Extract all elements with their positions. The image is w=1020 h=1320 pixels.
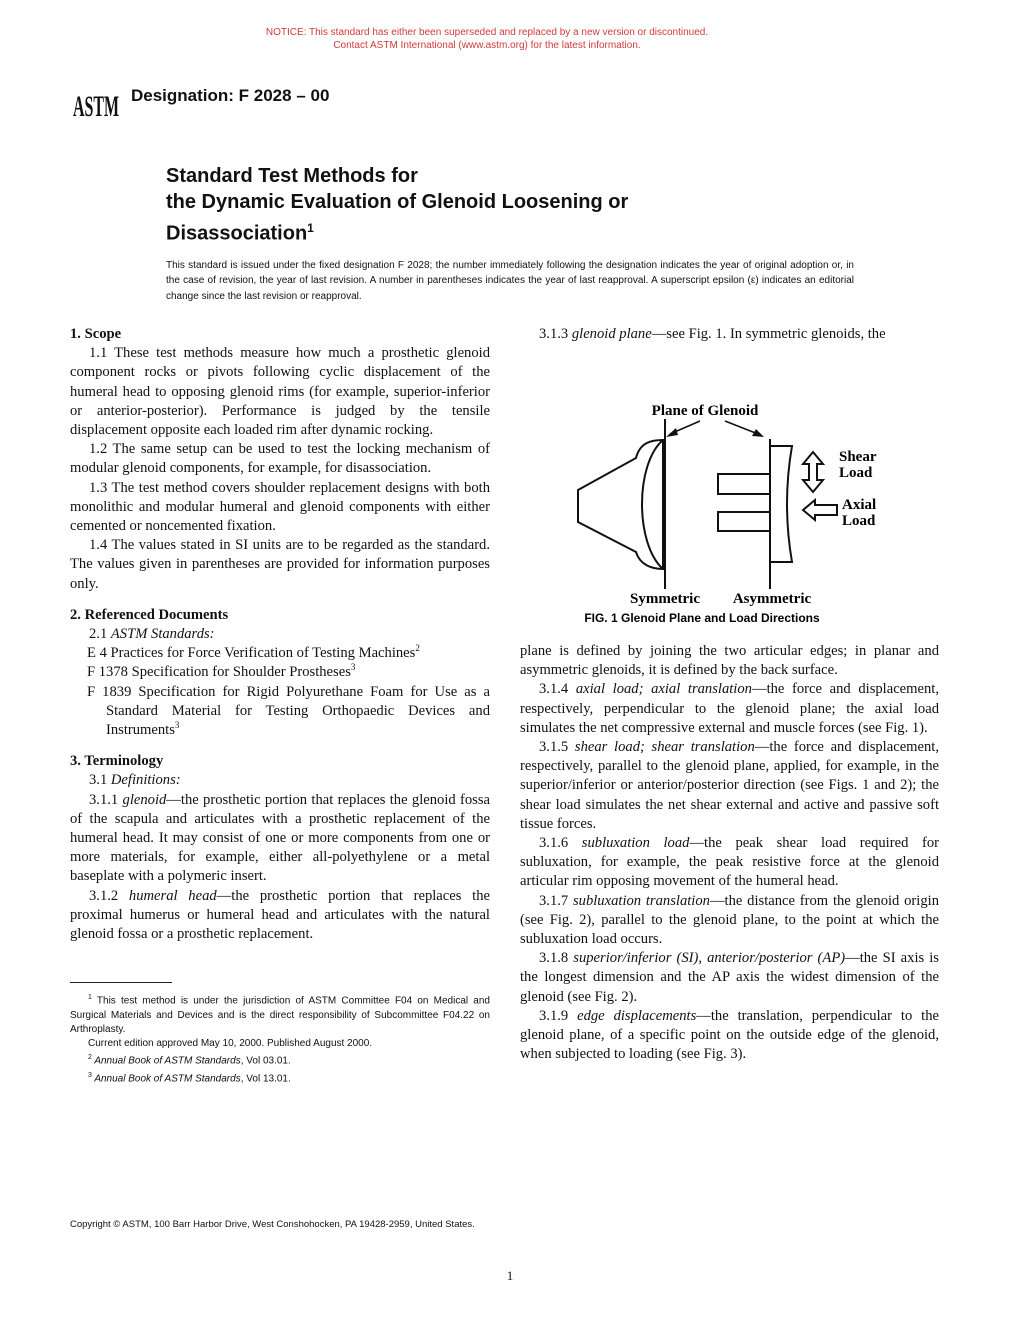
notice-banner: [0, 26, 974, 52]
scope-1-3: 1.3 The test method covers shoulder replacement designs with both monolithic and modular humeral and glenoid components with either cemented or noncemented fixation.: [70, 479, 490, 535]
term-3-1-3-continued: plane is defined by joining the two articular edges; in planar and asymmetric glenoids, it is defined by the back surface.: [520, 643, 939, 679]
footnote-1: $^1$ This test method is under the jurisdiction of ASTM Committee F04 on Medical and Surgical Materials and Devices and is the direct responsibility of Subcommittee F04.22 on Arthroplasty.: [70, 994, 490, 1035]
ref-f1378: F 1378 Specification for Shoulder Prostheses$^3$: [87, 662, 356, 681]
footnote-rule: [70, 982, 172, 983]
left-column: [70, 325, 490, 944]
title-footnote-mark: 1: [307, 221, 314, 235]
term-glenoid-plane: glenoid plane: [571, 326, 652, 342]
figure-caption: FIG. 1 Glenoid Plane and Load Directions: [584, 611, 820, 625]
footnotes: [70, 991, 490, 1086]
footnote-3: $^3$ Annual Book of ASTM Standards, Vol 13.01.: [88, 1071, 291, 1084]
notice-line-1: NOTICE: This standard has either been superseded and replaced by a new version or discontinued.: [265, 27, 709, 38]
term-si-ap: superior/inferior (SI), anterior/posterior (AP): [573, 950, 846, 967]
axial-load-arrow: [803, 500, 837, 520]
scope-1-4: 1.4 The values stated in SI units are to be regarded as the standard. The values given in parentheses are provided for information purposes only.: [70, 537, 490, 592]
axial-label-2: Load: [842, 513, 876, 529]
term-3-1-7: 3.1.7 subluxation translation—the distance from the glenoid origin (see Fig. 2), parallel to the glenoid plane, to the point at which the subluxation load occurs.: [520, 892, 939, 948]
notice-line-2: Contact ASTM International (www.astm.org) for the latest information.: [333, 40, 641, 51]
figure-1-diagram: [560, 394, 920, 625]
scope-heading: 1. Scope: [70, 326, 122, 342]
term-3-1: 3.1 Definitions:: [89, 772, 181, 789]
term-3-1-4: 3.1.4 axial load; axial translation—the force and displacement, respectively, perpendicular to the glenoid plane; the axial load simulates the net compressive external and muscle forces (see Fig. 1).: [520, 681, 939, 736]
scope-1-1: 1.1 These test methods measure how much a prosthetic glenoid component rocks or pivots following cyclic displacement of the humeral head to opposing glenoid rims (for example, superior-inferior or anterior-posterior). Performance is judged by the tensile displacement opposite each loaded rim after dynamic rocking.: [70, 345, 490, 439]
footnote-1b: Current edition approved May 10, 2000. Published August 2000.: [88, 1037, 373, 1049]
term-3-1-9: 3.1.9 edge displacements—the translation, perpendicular to the glenoid plane, of a specific point on the outside edge of the glenoid, when subjected to loading (see Fig. 3).: [520, 1007, 939, 1063]
shear-label-2: Load: [839, 465, 873, 481]
shear-load-arrow: [803, 452, 823, 492]
leader-left-arrowhead: [666, 428, 678, 437]
right-column-top: [520, 325, 939, 344]
term-3-1-6: 3.1.6 subluxation load—the peak shear load required for subluxation, for example, the peak resistive force at the glenoid articular rim opposing movement of the humeral head.: [520, 835, 939, 890]
copyright: Copyright © ASTM, 100 Barr Harbor Drive, West Conshohocken, PA 19428-2959, United States.: [70, 1219, 475, 1230]
term-axial-load: axial load; axial translation: [575, 681, 752, 698]
designation: Designation: F 2028 – 00: [131, 86, 330, 105]
term-edge-displacements: edge displacements: [577, 1007, 697, 1024]
title-line-2: the Dynamic Evaluation of Glenoid Loosening or: [166, 191, 629, 213]
footnote-2: $^2$ Annual Book of ASTM Standards, Vol 03.01.: [88, 1054, 291, 1067]
axial-label-1: Axial: [842, 497, 877, 513]
issue-note: This standard is issued under the fixed designation F 2028; the number immediately following the designation indicates the year of original adoption or, in the case of revision, the year of last revision. A number in parentheses indicates the year of last reapproval. A superscript epsilon (ε) indicates an editorial change since the last revision or reapproval.: [166, 260, 854, 302]
right-column-bottom: [520, 642, 939, 1064]
terms-heading: 3. Terminology: [70, 753, 164, 770]
term-3-1-3: 3.1.3 glenoid plane—see Fig. 1. In symmetric glenoids, the: [539, 326, 886, 342]
page-title: [166, 163, 886, 247]
asymmetric-label: Asymmetric: [732, 591, 812, 607]
page-number: 1: [506, 1268, 514, 1283]
refs-heading: 2. Referenced Documents: [70, 606, 229, 623]
term-3-1-8: 3.1.8 superior/inferior (SI), anterior/posterior (AP)—the SI axis is the longest dimension and the AP axis the widest dimension of the glenoid (see Fig. 2).: [520, 950, 939, 1005]
term-humeral-head: humeral head: [128, 887, 217, 904]
refs-2-1: 2.1 ASTM Standards:: [89, 626, 215, 643]
term-shear-load: shear load; shear translation: [574, 739, 755, 756]
ref-e4: E 4 Practices for Force Verification of Testing Machines$^2$: [87, 643, 420, 662]
symmetric-glenoid-arc: [642, 440, 663, 569]
scope-1-2: 1.2 The same setup can be used to test the locking mechanism of modular glenoid components, for example, for disassociation.: [70, 441, 490, 477]
plane-of-glenoid-label: Plane of Glenoid: [651, 403, 759, 419]
leader-right: [725, 421, 758, 434]
asymmetric-glenoid-shape: [718, 446, 792, 562]
term-3-1-2: 3.1.2 humeral head—the prosthetic portion that replaces the proximal humerus or humeral head and articulates with the natural glenoid fossa or a prosthetic replacement.: [70, 887, 490, 943]
term-3-1-1: 3.1.1 glenoid—the prosthetic portion that replaces the glenoid fossa of the scapula and articulates with a prosthetic replacement of the humeral head. It may consist of one or more components from one or more materials, for example, either all-polyethylene or a metal baseplate with a polymeric insert.: [70, 791, 490, 885]
leader-right-arrowhead: [752, 429, 764, 437]
term-subluxation-load: subluxation load: [581, 835, 690, 852]
ref-f1839: F 1839 Specification for Rigid Polyurethane Foam for Use as a Standard Material for Testing Orthopaedic Devices and Instruments$^3$: [87, 683, 490, 739]
symmetric-label: Symmetric: [630, 591, 700, 607]
term-3-1-5: 3.1.5 shear load; shear translation—the force and displacement, respectively, parallel to the glenoid plane, applied, for example, in the superior/inferior or anterior/posterior direction (see Figs. 1 and 2); the shear load simulates the net shear external and active and passive soft tissue forces.: [520, 739, 940, 832]
astm-logo-text: ASTM: [73, 90, 119, 123]
term-glenoid: glenoid: [122, 791, 167, 808]
title-line-1: Standard Test Methods for: [166, 165, 418, 187]
astm-logo: [70, 80, 122, 124]
term-subluxation-translation: subluxation translation: [572, 892, 710, 909]
refs-2-1-label: ASTM Standards:: [110, 626, 215, 643]
shear-label-1: Shear: [839, 449, 877, 465]
title-line-3: Disassociation: [166, 222, 308, 245]
